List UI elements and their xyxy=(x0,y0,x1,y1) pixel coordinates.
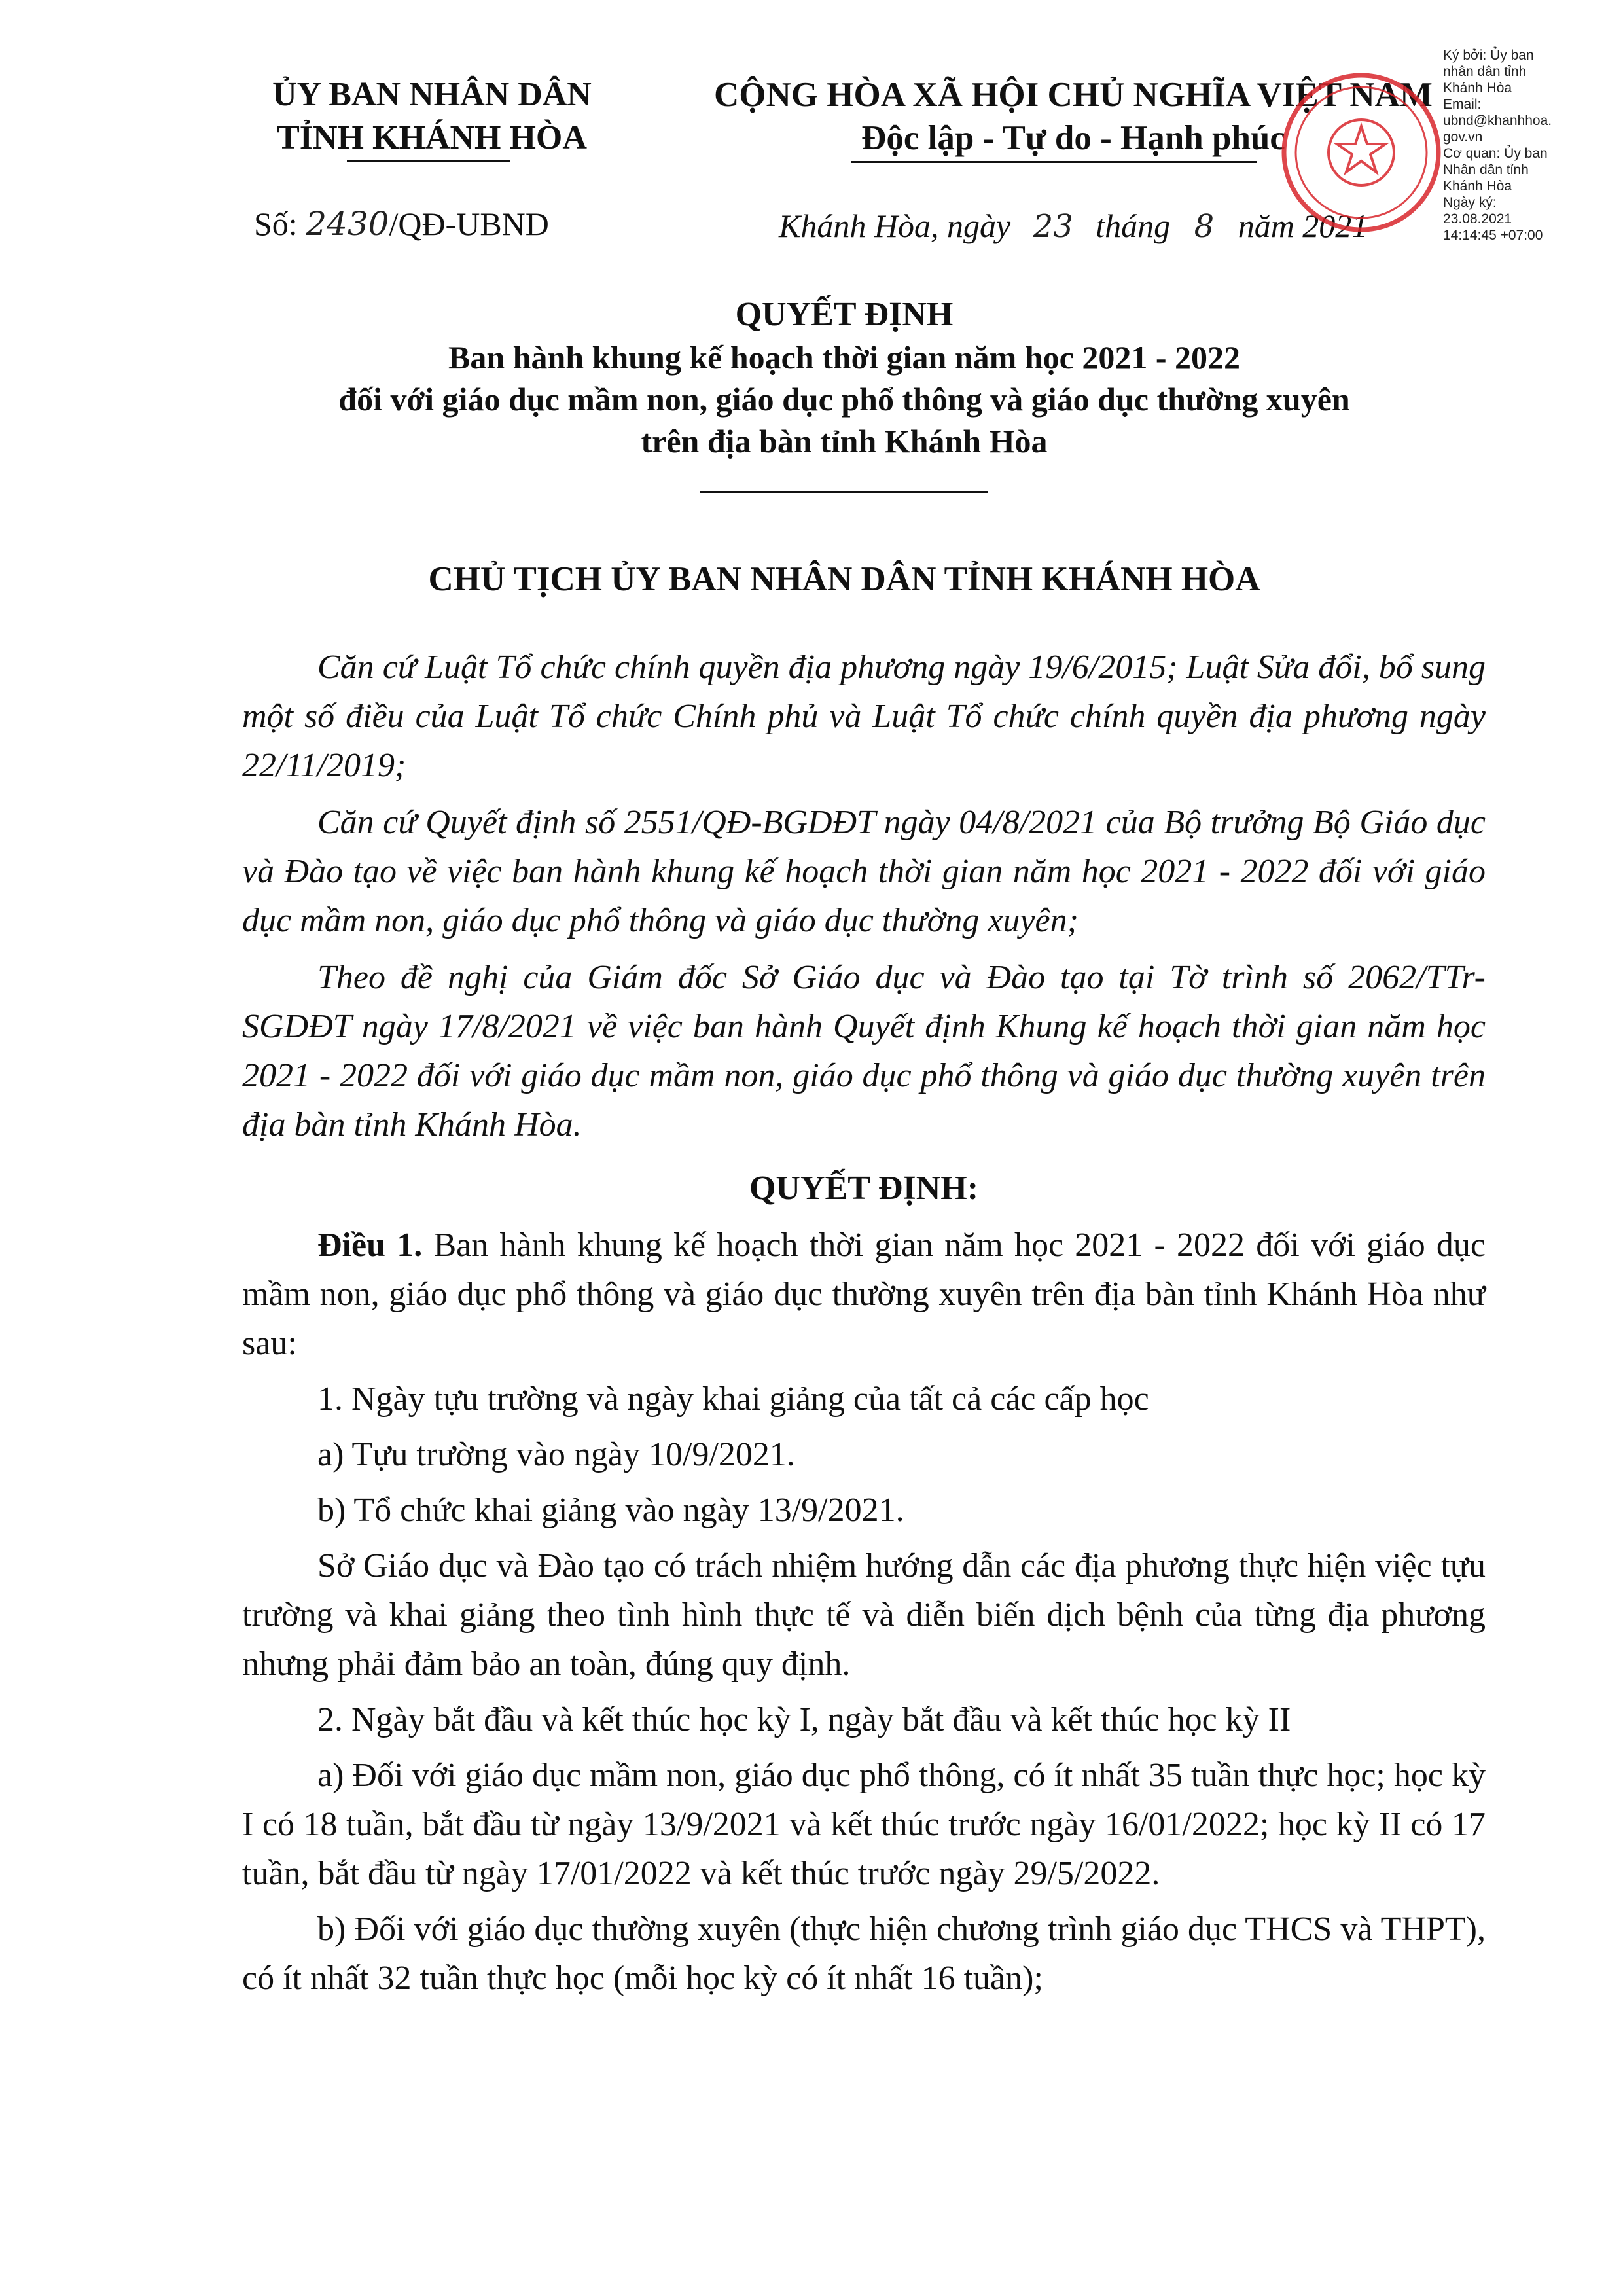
agency-name xyxy=(196,73,668,160)
title-heading: QUYẾT ĐỊNH xyxy=(735,296,954,333)
title-sub-3: trên địa bàn tỉnh Khánh Hòa xyxy=(641,423,1048,459)
sig-line: Nhân dân tỉnh xyxy=(1443,162,1529,177)
sig-line: Email: xyxy=(1443,97,1482,112)
item-2: 2. Ngày bắt đầu và kết thúc học kỳ I, ngày bắt đầu và kết thúc học kỳ II xyxy=(317,1701,1291,1738)
date-month: 8 xyxy=(1194,208,1215,245)
sig-line: nhân dân tỉnh xyxy=(1443,64,1527,79)
sig-line: ubnd@khanhhoa. xyxy=(1443,113,1552,128)
agency-line-1: ỦY BAN NHÂN DÂN xyxy=(272,76,592,113)
article-1-text: Ban hành khung kế hoạch thời gian năm học 2021 - 2022 đối với giáo dục mầm non, giáo dục phổ thông và giáo dục thường xuyên trên địa bàn tỉnh Khánh Hòa như sau: xyxy=(242,1227,1486,1362)
decision-title xyxy=(229,293,1459,462)
item-1b: b) Tổ chức khai giảng vào ngày 13/9/2021. xyxy=(317,1492,904,1529)
article-1-label: Điều 1. xyxy=(317,1227,423,1264)
issuing-authority: CHỦ TỊCH ỦY BAN NHÂN DÂN TỈNH KHÁNH HÒA xyxy=(428,560,1260,598)
national-motto: Độc lập - Tự do - Hạnh phúc xyxy=(861,119,1285,157)
number-handwritten: 2430 xyxy=(306,205,389,243)
title-sub-1: Ban hành khung kế hoạch thời gian năm học 2021 - 2022 xyxy=(448,339,1240,376)
item-2b: b) Đối với giáo dục thường xuyên (thực hiện chương trình giáo dục THCS và THPT), có ít nhất 32 tuần thực học (mỗi học kỳ có ít nhất 16 tuần); xyxy=(242,1910,1486,1997)
item-2a: a) Đối với giáo dục mầm non, giáo dục phổ thông, có ít nhất 35 tuần thực học; học kỳ I có 18 tuần, bắt đầu từ ngày 13/9/2021 và kết thúc trước ngày 16/01/2022; học kỳ II có 17 tuần, bắt đầu từ ngày 17/01/2022 và kết thúc trước ngày 29/5/2022. xyxy=(242,1757,1486,1892)
date-month-label: tháng xyxy=(1096,207,1171,244)
title-sub-2: đối với giáo dục mầm non, giáo dục phổ thông và giáo dục thường xuyên xyxy=(338,381,1350,418)
sig-line: 23.08.2021 xyxy=(1443,211,1512,226)
sig-line: gov.vn xyxy=(1443,130,1483,145)
date-year: năm 2021 xyxy=(1238,207,1368,244)
article-1 xyxy=(242,1221,1486,1368)
document-number xyxy=(254,204,549,243)
decision-heading: QUYẾT ĐỊNH: xyxy=(749,1170,979,1207)
sig-line: Ngày ký: xyxy=(1443,195,1497,210)
official-seal xyxy=(1279,71,1443,234)
sig-line: Khánh Hòa xyxy=(1443,179,1512,194)
item-1-note: Sở Giáo dục và Đào tạo có trách nhiệm hướng dẫn các địa phương thực hiện việc tựu trường và khai giảng theo tình hình thực tế và diễn biến dịch bệnh của từng địa phương nhưng phải đảm bảo an toàn, đúng quy định. xyxy=(242,1547,1486,1683)
item-1: 1. Ngày tựu trường và ngày khai giảng của tất cả các cấp học xyxy=(317,1380,1149,1418)
number-prefix: Số: xyxy=(254,206,298,242)
nation-name: CỘNG HÒA XÃ HỘI CHỦ NGHĨA VIỆT NAM xyxy=(714,76,1433,114)
item-1a: a) Tựu trường vào ngày 10/9/2021. xyxy=(317,1436,795,1473)
date-day: 23 xyxy=(1033,208,1073,245)
agency-line-2: TỈNH KHÁNH HÒA xyxy=(277,119,587,156)
preamble-3: Theo đề nghị của Giám đốc Sở Giáo dục và Đào tạo tại Tờ trình số 2062/TTr-SGDĐT ngày 17/8/2021 về việc ban hành Quyết định Khung kế hoạch thời gian năm học 2021 - 2022 đối với giáo dục mầm non, giáo dục phổ thông và giáo dục thường xuyên trên địa bàn tỉnh Khánh Hòa. xyxy=(242,959,1486,1143)
sig-line: Khánh Hòa xyxy=(1443,81,1512,96)
sig-line: 14:14:45 +07:00 xyxy=(1443,228,1543,243)
date-place-label: Khánh Hòa, ngày xyxy=(779,207,1011,244)
motto-underline xyxy=(851,161,1257,163)
title-divider xyxy=(700,491,988,493)
number-suffix: /QĐ-UBND xyxy=(389,206,549,242)
sig-line: Ký bởi: Ủy ban xyxy=(1443,48,1534,63)
preamble-1: Căn cứ Luật Tổ chức chính quyền địa phương ngày 19/6/2015; Luật Sửa đổi, bổ sung một số điều của Luật Tổ chức Chính phủ và Luật Tổ chức chính quyền địa phương ngày 22/11/2019; xyxy=(242,649,1486,784)
digital-signature-info xyxy=(1443,47,1607,243)
agency-underline xyxy=(347,160,510,162)
sig-line: Cơ quan: Ủy ban xyxy=(1443,146,1548,161)
document-body xyxy=(242,643,1486,2003)
preamble-2: Căn cứ Quyết định số 2551/QĐ-BGDĐT ngày 04/8/2021 của Bộ trưởng Bộ Giáo dục và Đào tạo về việc ban hành khung kế hoạch thời gian năm học 2021 - 2022 đối với giáo dục mầm non, giáo dục phổ thông và giáo dục thường xuyên; xyxy=(242,804,1486,939)
